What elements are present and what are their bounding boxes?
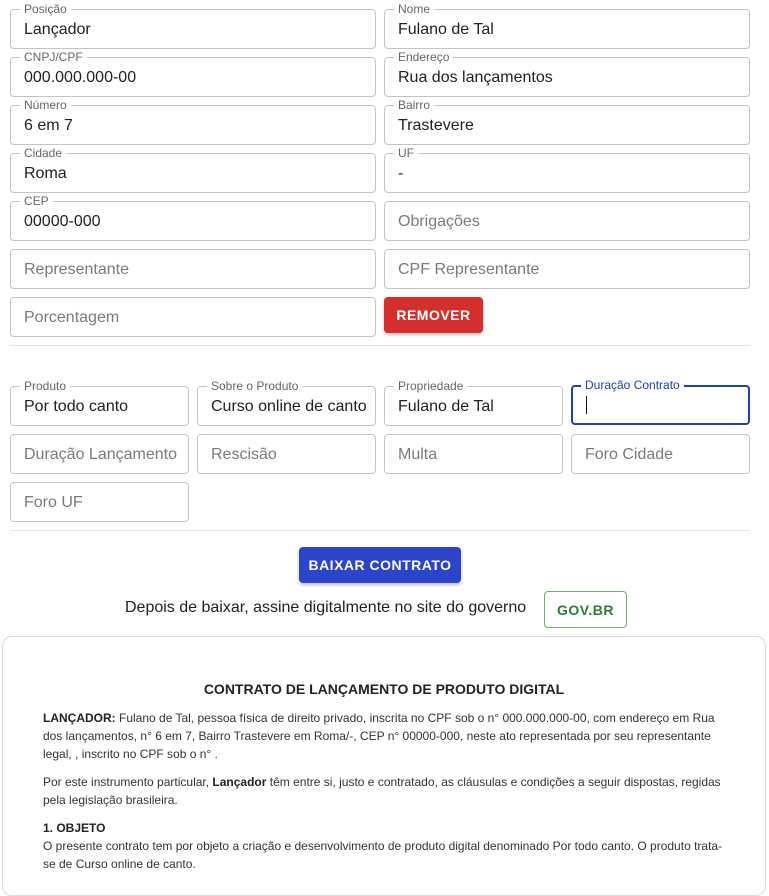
foro-uf-placeholder[interactable]: Foro UF xyxy=(24,494,83,511)
section-divider xyxy=(10,345,750,346)
bairro-field[interactable] xyxy=(384,98,750,145)
intro-text-before: Por este instrumento particular, xyxy=(43,775,213,789)
posicao-value[interactable]: Lançador xyxy=(24,21,91,38)
rescisao-placeholder[interactable]: Rescisão xyxy=(211,446,277,463)
cep-label: CEP xyxy=(20,195,53,208)
bairro-label: Bairro xyxy=(394,99,434,112)
party-label: LANÇADOR: xyxy=(43,711,116,725)
uf-value[interactable]: - xyxy=(398,165,404,182)
section-1-heading: 1. OBJETO xyxy=(43,821,106,835)
obrigacoes-placeholder[interactable]: Obrigações xyxy=(398,213,480,230)
cnpj-cpf-field[interactable] xyxy=(10,50,376,97)
obrigacoes-field[interactable] xyxy=(384,201,750,241)
sobre-produto-field[interactable] xyxy=(197,379,376,426)
porcentagem-field[interactable] xyxy=(10,297,376,337)
propriedade-field[interactable] xyxy=(384,379,563,426)
contract-preview xyxy=(2,636,766,896)
cidade-field[interactable] xyxy=(10,146,376,193)
multa-placeholder[interactable]: Multa xyxy=(398,446,438,463)
sobre-produto-label: Sobre o Produto xyxy=(207,380,302,393)
text-caret xyxy=(586,396,587,414)
rescisao-field[interactable] xyxy=(197,434,376,474)
produto-value[interactable]: Por todo canto xyxy=(24,398,129,415)
duracao-contrato-label: Duração Contrato xyxy=(581,379,684,392)
propriedade-label: Propriedade xyxy=(394,380,467,393)
sobre-produto-value[interactable]: Curso online de canto xyxy=(211,398,367,415)
contract-party-paragraph xyxy=(43,709,733,763)
foro-uf-field[interactable] xyxy=(10,482,189,522)
remove-button[interactable]: REMOVER xyxy=(384,297,483,333)
nome-field[interactable] xyxy=(384,2,750,49)
numero-field[interactable] xyxy=(10,98,376,145)
sign-hint-text: Depois de baixar, assine digitalmente no site do governo xyxy=(125,599,527,616)
intro-bold: Lançador xyxy=(212,775,267,789)
cpf-representante-placeholder[interactable]: CPF Representante xyxy=(398,261,540,278)
section-1-text: O presente contrato tem por objeto a criação e desenvolvimento de produto digital denominado Por todo canto. O produto trata-se de Curso online de canto. xyxy=(43,839,723,871)
produto-field[interactable] xyxy=(10,379,189,426)
uf-label: UF xyxy=(394,147,418,160)
nome-label: Nome xyxy=(394,3,434,16)
cidade-label: Cidade xyxy=(20,147,66,160)
representante-field[interactable] xyxy=(10,249,376,289)
duracao-lancamento-field[interactable] xyxy=(10,434,189,474)
produto-label: Produto xyxy=(20,380,70,393)
contract-intro-paragraph xyxy=(43,773,733,809)
posicao-label: Posição xyxy=(20,3,71,16)
foro-cidade-placeholder[interactable]: Foro Cidade xyxy=(585,446,674,463)
download-contract-button[interactable]: BAIXAR CONTRATO xyxy=(299,547,461,583)
duracao-lancamento-placeholder[interactable]: Duração Lançamento xyxy=(24,446,177,463)
cpf-representante-field[interactable] xyxy=(384,249,750,289)
intro-text-after: têm entre si, justo e contratado, as cláusulas e condições a seguir dispostas, regidas pela legislação brasileira. xyxy=(43,775,721,807)
uf-field[interactable] xyxy=(384,146,750,193)
cep-field[interactable] xyxy=(10,194,376,241)
porcentagem-placeholder[interactable]: Porcentagem xyxy=(24,309,120,326)
representante-placeholder[interactable]: Representante xyxy=(24,261,129,278)
endereco-label: Endereço xyxy=(394,51,453,64)
party-text: Fulano de Tal, pessoa física de direito privado, inscrita no CPF sob o n° 000.000.000-00, com endereço em Rua dos lançamentos, n° 6 em 7, Bairro Trastevere em Roma/-, CEP n° 00000-000, neste ato representada por seu representante legal, , inscrito no CPF sob o n° . xyxy=(43,711,715,761)
section-divider xyxy=(10,530,750,531)
cnpj-cpf-value[interactable]: 000.000.000-00 xyxy=(24,69,137,86)
contract-title: CONTRATO DE LANÇAMENTO DE PRODUTO DIGITAL xyxy=(203,681,565,697)
multa-field[interactable] xyxy=(384,434,563,474)
gov-br-button[interactable]: GOV.BR xyxy=(544,591,627,628)
cnpj-cpf-label: CNPJ/CPF xyxy=(20,51,87,64)
foro-cidade-field[interactable] xyxy=(571,434,750,474)
duracao-contrato-field[interactable] xyxy=(571,378,750,425)
numero-label: Número xyxy=(20,99,71,112)
cidade-value[interactable]: Roma xyxy=(24,165,67,182)
bairro-value[interactable]: Trastevere xyxy=(398,117,474,134)
propriedade-value[interactable]: Fulano de Tal xyxy=(398,398,494,415)
endereco-field[interactable] xyxy=(384,50,750,97)
numero-value[interactable]: 6 em 7 xyxy=(24,117,73,134)
posicao-field[interactable] xyxy=(10,2,376,49)
nome-value[interactable]: Fulano de Tal xyxy=(398,21,494,38)
endereco-value[interactable]: Rua dos lançamentos xyxy=(398,69,553,86)
cep-value[interactable]: 00000-000 xyxy=(24,213,101,230)
